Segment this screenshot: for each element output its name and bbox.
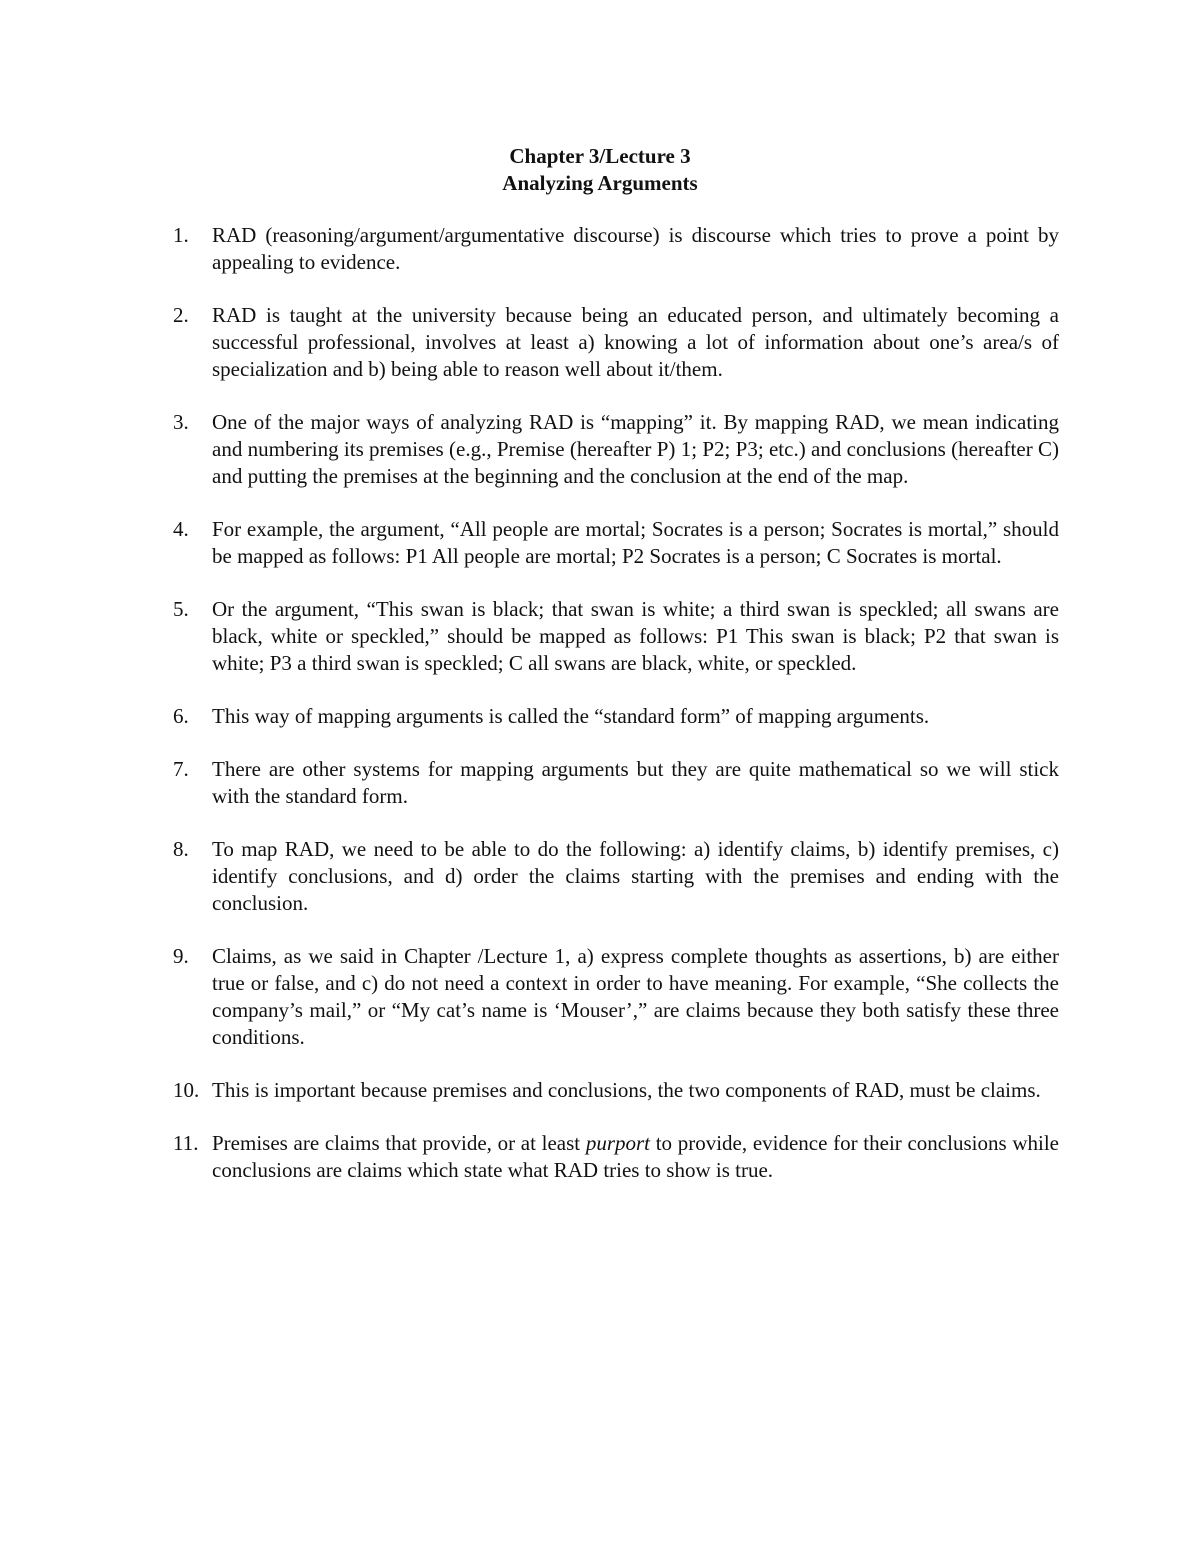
list-item-number: 2. (173, 303, 189, 327)
list-item-text: To map RAD, we need to be able to do the following: a) identify claims, b) identify premises, c) identify conclusions, and d) order the claims starting with the premises and ending with the conclusion. (212, 837, 1059, 915)
list-item-text: RAD is taught at the university because being an educated person, and ultimately becoming a successful professional, involves at least a) knowing a lot of information about one’s area/s of specialization and b) being able to reason well about it/them. (212, 303, 1059, 381)
list-item-text (212, 1130, 1059, 1184)
document-title: Chapter 3/Lecture 3 (509, 144, 691, 168)
list-item (173, 1130, 1059, 1184)
list-item (173, 516, 1059, 570)
list-item (173, 703, 1059, 730)
list-item-number: 3. (173, 410, 189, 434)
list-item-text: This way of mapping arguments is called the “standard form” of mapping arguments. (212, 704, 930, 728)
list-item (173, 756, 1059, 810)
numbered-list (173, 222, 1059, 1210)
emphasized-word: purport (585, 1131, 651, 1155)
list-item (173, 222, 1059, 276)
list-item-text: Or the argument, “This swan is black; that swan is white; a third swan is speckled; all swans are black, white or speckled,” should be mapped as follows: P1 This swan is black; P2 that swan is white; P3 a third swan is speckled; C all swans are black, white, or speckled. (212, 597, 1059, 675)
list-item (173, 302, 1059, 383)
list-item-number: 11. (173, 1131, 199, 1155)
list-item-text-start: Premises are claims that provide, or at least (212, 1131, 586, 1155)
list-item-number: 6. (173, 704, 189, 728)
list-item-text: For example, the argument, “All people are mortal; Socrates is a person; Socrates is mortal,” should be mapped as follows: P1 All people are mortal; P2 Socrates is a person; C Socrates is mortal. (212, 517, 1059, 568)
list-item-number: 10. (173, 1078, 200, 1102)
list-item (173, 409, 1059, 490)
list-item-text: This is important because premises and conclusions, the two components of RAD, must be claims. (212, 1078, 1041, 1102)
list-item-number: 9. (173, 944, 189, 968)
list-item-number: 1. (173, 223, 189, 247)
list-item (173, 596, 1059, 677)
list-item (173, 836, 1059, 917)
document-header (0, 143, 1200, 197)
list-item-number: 8. (173, 837, 189, 861)
list-item-text: One of the major ways of analyzing RAD is “mapping” it. By mapping RAD, we mean indicating and numbering its premises (e.g., Premise (hereafter P) 1; P2; P3; etc.) and conclusions (hereafter C) and putting the premises at the beginning and the conclusion at the end of the map. (212, 410, 1059, 488)
list-item (173, 943, 1059, 1051)
list-item-text: RAD (reasoning/argument/argumentative discourse) is discourse which tries to prove a point by appealing to evidence. (212, 223, 1059, 274)
list-item-text-end: to provide, evidence for their conclusions while conclusions are claims which state what RAD tries to show is true. (212, 1131, 1059, 1182)
list-item-number: 7. (173, 757, 189, 781)
list-item-text: Claims, as we said in Chapter /Lecture 1, a) express complete thoughts as assertions, b) are either true or false, and c) do not need a context in order to have meaning. For example, “She collects the company’s mail,” or “My cat’s name is ‘Mouser’,” are claims because they both satisfy these three conditions. (212, 944, 1059, 1049)
list-item (173, 1077, 1059, 1104)
list-item-text: There are other systems for mapping arguments but they are quite mathematical so we will stick with the standard form. (212, 757, 1059, 808)
document-subtitle: Analyzing Arguments (502, 171, 698, 195)
list-item-number: 4. (173, 517, 189, 541)
list-item-number: 5. (173, 597, 189, 621)
